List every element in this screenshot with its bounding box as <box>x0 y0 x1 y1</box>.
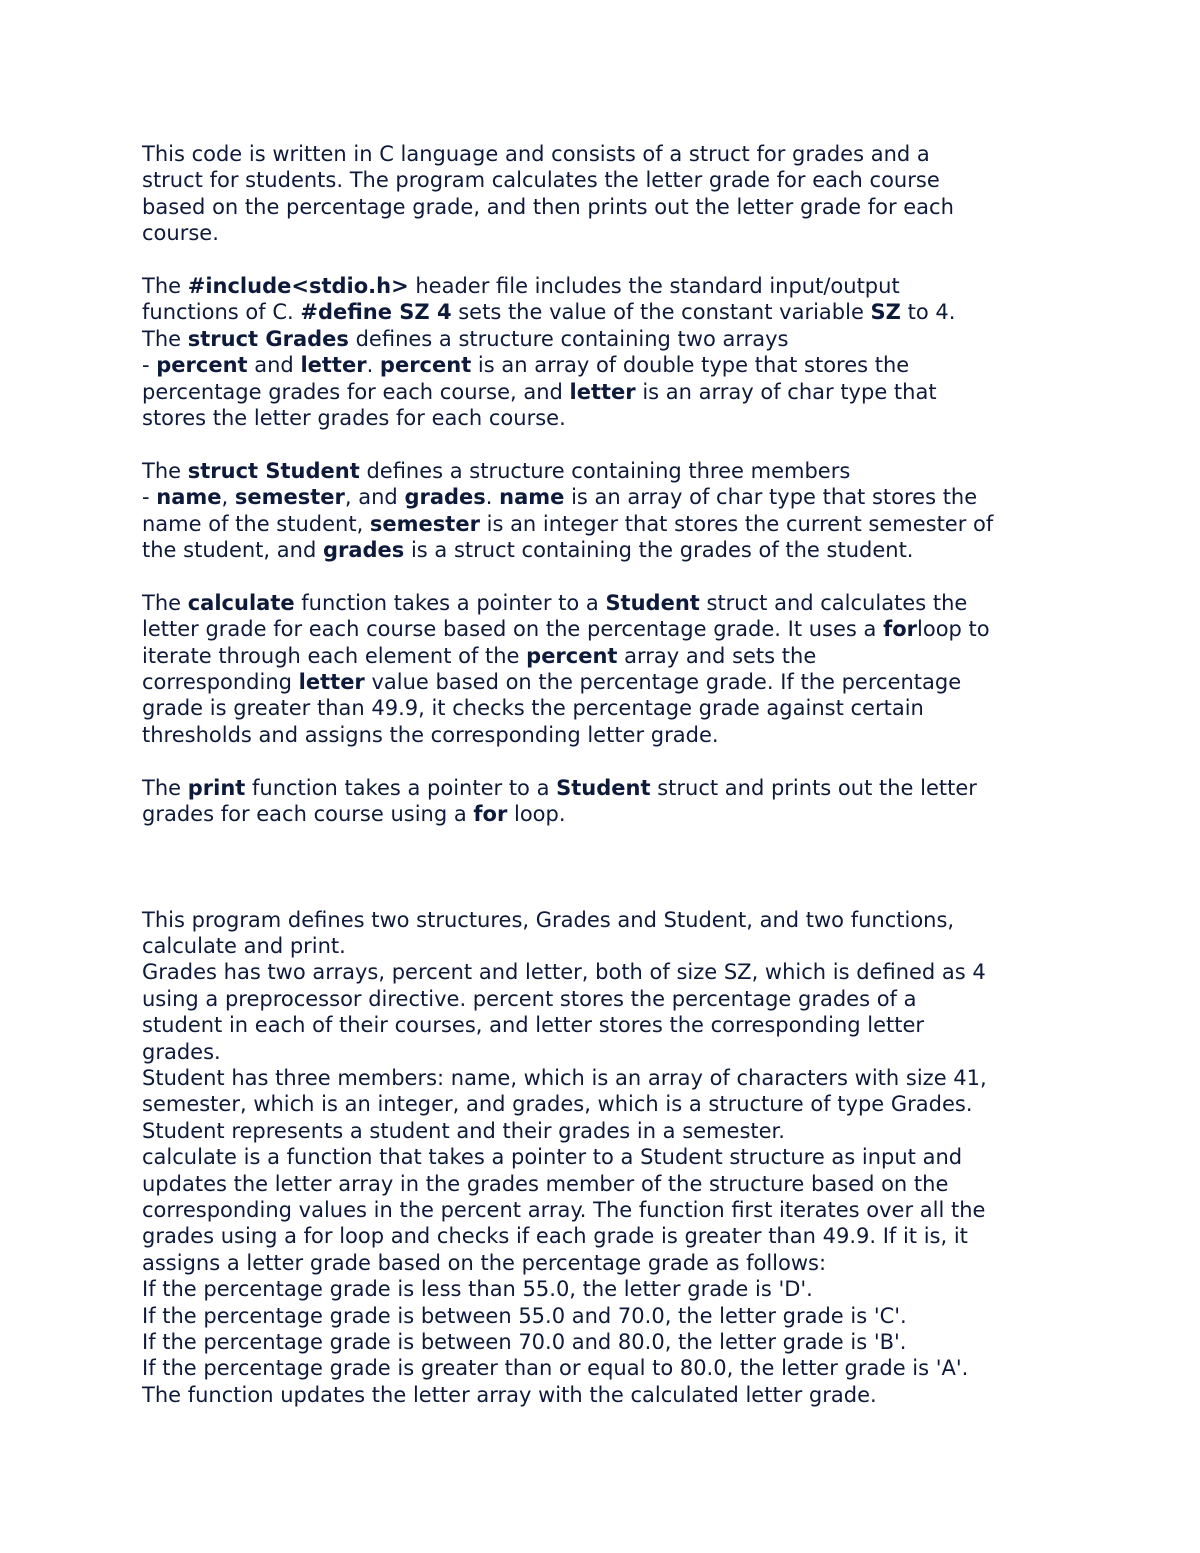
text-run: is an array of double type that stores the <box>471 353 910 378</box>
text-run: is a struct containing the grades of the student. <box>404 538 914 563</box>
text-line <box>142 616 1072 642</box>
text-line <box>142 484 1072 510</box>
text-line <box>142 273 1072 299</box>
code-term: Student <box>605 590 700 615</box>
text-line: updates the letter array in the grades member of the structure based on the <box>142 1171 949 1196</box>
text-line: student in each of their courses, and letter stores the corresponding letter <box>142 1013 925 1038</box>
paragraph-gap <box>142 247 1072 273</box>
student-struct-paragraph <box>142 458 1072 564</box>
text-run: iterate through each element of the <box>142 643 527 668</box>
text-run: sets the value of the constant variable <box>451 300 871 325</box>
text-line <box>142 669 1072 695</box>
code-term: for <box>473 802 508 827</box>
text-line: grades using a for loop and checks if each grade is greater than 49.9. If it is, it <box>142 1224 968 1249</box>
text-run: - <box>142 353 157 378</box>
text-run: and <box>247 353 301 378</box>
text-line: This code is written in C language and consists of a struct for grades and a <box>142 142 930 166</box>
text-line: grade is greater than 49.9, it checks the percentage grade against certain <box>142 696 924 721</box>
code-term: #define SZ 4 <box>300 300 452 325</box>
text-line <box>142 458 1072 484</box>
text-line <box>142 379 1072 405</box>
text-run: - <box>142 485 157 510</box>
text-run: to 4. <box>900 300 956 325</box>
text-run: loop to <box>917 617 990 642</box>
text-line <box>142 775 1072 801</box>
text-line <box>142 590 1072 616</box>
text-line: thresholds and assigns the corresponding letter grade. <box>142 722 719 747</box>
include-paragraph <box>142 273 1072 431</box>
code-term: semester <box>369 511 480 536</box>
text-line: struct for students. The program calculates the letter grade for each course <box>142 168 940 193</box>
code-term: grades <box>322 538 405 563</box>
text-line: If the percentage grade is less than 55.0, the letter grade is 'D'. <box>142 1277 813 1302</box>
text-run: letter grade for each course based on the percentage grade. It uses a <box>142 617 884 642</box>
text-line: calculate is a function that takes a pointer to a Student structure as input and <box>142 1145 963 1170</box>
text-run: The <box>142 590 188 615</box>
text-run: The <box>142 326 188 351</box>
text-line: If the percentage grade is greater than or equal to 80.0, the letter grade is 'A'. <box>142 1356 969 1381</box>
text-line: The function updates the letter array with the calculated letter grade. <box>142 1382 877 1407</box>
text-run: struct and calculates the <box>699 590 968 615</box>
text-line: Grades has two arrays, percent and letter, both of size SZ, which is defined as 4 <box>142 960 986 985</box>
code-term: name <box>499 485 565 510</box>
text-run: name of the student, <box>142 511 370 536</box>
code-term: Student <box>556 775 651 800</box>
code-term: struct Student <box>187 458 360 483</box>
print-paragraph <box>142 775 1072 828</box>
text-line: Student represents a student and their grades in a semester. <box>142 1118 785 1143</box>
text-run: loop. <box>507 802 566 827</box>
text-line: course. <box>142 221 219 246</box>
text-line: corresponding values in the percent array. The function first iterates over all the <box>142 1197 986 1222</box>
paragraph-gap <box>142 431 1072 457</box>
code-term: percent <box>526 643 618 668</box>
text-run: percentage grades for each course, and <box>142 379 570 404</box>
text-line: This program defines two structures, Grades and Student, and two functions, <box>142 907 955 932</box>
text-line: assigns a letter grade based on the percentage grade as follows: <box>142 1250 827 1275</box>
text-run: function takes a pointer to a <box>245 775 557 800</box>
text-run: The <box>142 458 188 483</box>
text-line: semester, which is an integer, and grades, which is a structure of type Grades. <box>142 1092 973 1117</box>
text-line: Student has three members: name, which is an array of characters with size 41, <box>142 1065 987 1090</box>
text-run: functions of C. <box>142 300 301 325</box>
code-term: for <box>883 617 918 642</box>
text-run: corresponding <box>142 670 299 695</box>
code-term: name <box>156 485 222 510</box>
text-run: is an integer that stores the current semester of <box>479 511 994 536</box>
text-run: function takes a pointer to a <box>294 590 606 615</box>
text-line <box>142 352 1072 378</box>
text-line <box>142 299 1072 325</box>
text-line: calculate and print. <box>142 933 346 958</box>
text-line <box>142 537 1072 563</box>
text-run: value based on the percentage grade. If the percentage <box>364 670 962 695</box>
text-run: grades for each course using a <box>142 802 474 827</box>
text-run: the student, and <box>142 538 323 563</box>
text-run: defines a structure containing three members <box>359 458 851 483</box>
code-term: percent <box>156 353 248 378</box>
text-line: If the percentage grade is between 70.0 and 80.0, the letter grade is 'B'. <box>142 1330 907 1354</box>
paragraph-gap <box>142 748 1072 774</box>
calculate-paragraph <box>142 590 1072 748</box>
text-line: If the percentage grade is between 55.0 and 70.0, the letter grade is 'C'. <box>142 1303 907 1328</box>
document-page <box>142 141 1072 1408</box>
text-line <box>142 326 1072 352</box>
text-line <box>142 801 1072 827</box>
text-run: The <box>142 274 188 299</box>
text-run: is an array of char type that <box>635 379 937 404</box>
code-term: grades <box>404 485 486 510</box>
code-term: percent <box>379 353 472 378</box>
text-run: is an array of char type that stores the <box>564 485 978 510</box>
text-run: array and sets the <box>617 643 817 668</box>
text-line: using a preprocessor directive. percent stores the percentage grades of a <box>142 986 917 1011</box>
text-run: . <box>485 485 500 510</box>
section-gap <box>142 828 1072 907</box>
code-term: #include<stdio.h> <box>187 274 409 299</box>
text-line <box>142 511 1072 537</box>
code-term: print <box>187 775 246 800</box>
text-line <box>142 643 1072 669</box>
text-run: , <box>221 485 235 510</box>
text-run: The <box>142 775 188 800</box>
text-run: defines a structure containing two arrays <box>348 326 789 351</box>
paragraph-gap <box>142 563 1072 589</box>
text-run: header file includes the standard input/output <box>408 274 900 299</box>
code-term: semester <box>234 485 345 510</box>
code-term: struct Grades <box>187 326 349 351</box>
program-summary-section <box>142 907 1072 1409</box>
text-run: , and <box>344 485 405 510</box>
text-line: based on the percentage grade, and then prints out the letter grade for each <box>142 194 954 219</box>
text-run: . <box>366 353 380 378</box>
code-term: SZ <box>870 300 901 325</box>
text-line: stores the letter grades for each course. <box>142 406 566 431</box>
code-term: calculate <box>187 590 295 615</box>
intro-paragraph <box>142 141 1072 247</box>
code-term: letter <box>300 353 367 378</box>
code-term: letter <box>298 670 365 695</box>
code-term: letter <box>569 379 636 404</box>
text-run: struct and prints out the letter <box>650 775 977 800</box>
text-line: grades. <box>142 1039 221 1064</box>
